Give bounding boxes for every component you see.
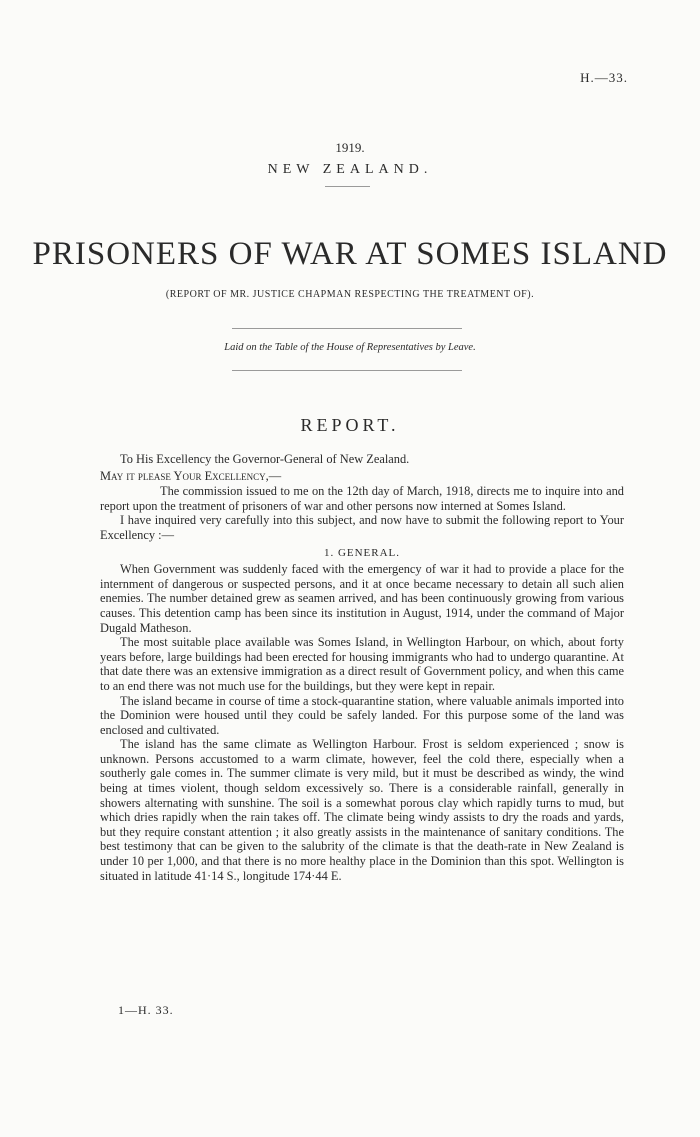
section-heading: 1. GENERAL. <box>323 546 401 559</box>
addressee: To His Excellency the Governor-General of New Zealand. <box>120 452 410 466</box>
paragraph: The commission issued to me on the 12th day of March, 1918, directs me to inquire into and report upon the treatment of prisoners of war and other persons now interned at Somes Island. <box>100 484 624 513</box>
paragraph: The island became in course of time a stock-quarantine station, where valuable animals imported into the Dominion were housed until they could be safely landed. For this purpose some of the land was enclosed and cultivated. <box>100 693 624 737</box>
country-heading: NEW ZEALAND. <box>267 162 433 177</box>
paper-reference: H.—33. <box>580 70 628 85</box>
salutation: May it please Your Excellency,— <box>100 468 282 483</box>
paragraph: When Government was suddenly faced with the emergency of war it had to provide a place for the internment of dangerous or suspected persons, and it at once became necessary to detain all such alien enemies. The number detained grew as seamen arrived, and has been continuously growing from various causes. This detention camp has been since its institution in August, 1914, under the command of Major Dugald Matheson. <box>100 562 624 635</box>
page-signature: 1—H. 33. <box>118 1003 174 1017</box>
report-body <box>100 452 624 883</box>
paragraph: The island has the same climate as Wellington Harbour. Frost is seldom experienced ; snow is unknown. Persons accustomed to a warm climate, however, feel the cold there, especially when a southerly gale comes in. The summer climate is very mild, but it must be described as windy, the wind being at times violent, though seldom excessively so. There is a considerable rainfall, generally in showers alternating with sunshine. The soil is a somewhat porous clay which rapidly turns to mud, but which dries rapidly when the rain takes off. The climate being windy assists to dry the roads and yards, but they require constant attention ; it also greatly assists in the maintenance of sanitary conditions. The best testimony that can be given to the salubrity of the climate is that the death-rate in New Zealand is under 10 per 1,000, and that there is no more healthy place in the Dominion than this spot. Wellington is situated in latitude 41·14 S., longitude 174·44 E. <box>100 737 624 883</box>
document-subtitle: (REPORT OF MR. JUSTICE CHAPMAN RESPECTING THE TREATMENT OF). <box>165 289 535 300</box>
year: 1919. <box>335 140 365 155</box>
report-heading: REPORT. <box>300 415 400 435</box>
paragraph: The most suitable place available was Somes Island, in Wellington Harbour, on which, about forty years before, large buildings had been erected for housing immigrants who had to undergo quarantine. At that date there was an extensive immigration as a direct result of Government policy, and when this came to an end there was not much use for the buildings, but they were kept in repair. <box>100 635 624 693</box>
paragraph: I have inquired very carefully into this subject, and now have to submit the following report to Your Excellency :— <box>100 513 624 542</box>
divider <box>232 328 462 329</box>
divider <box>232 370 462 371</box>
laid-on-table-note: Laid on the Table of the House of Representatives by Leave. <box>224 342 476 353</box>
document-title: PRISONERS OF WAR AT SOMES ISLAND <box>32 236 668 272</box>
divider <box>325 186 370 187</box>
